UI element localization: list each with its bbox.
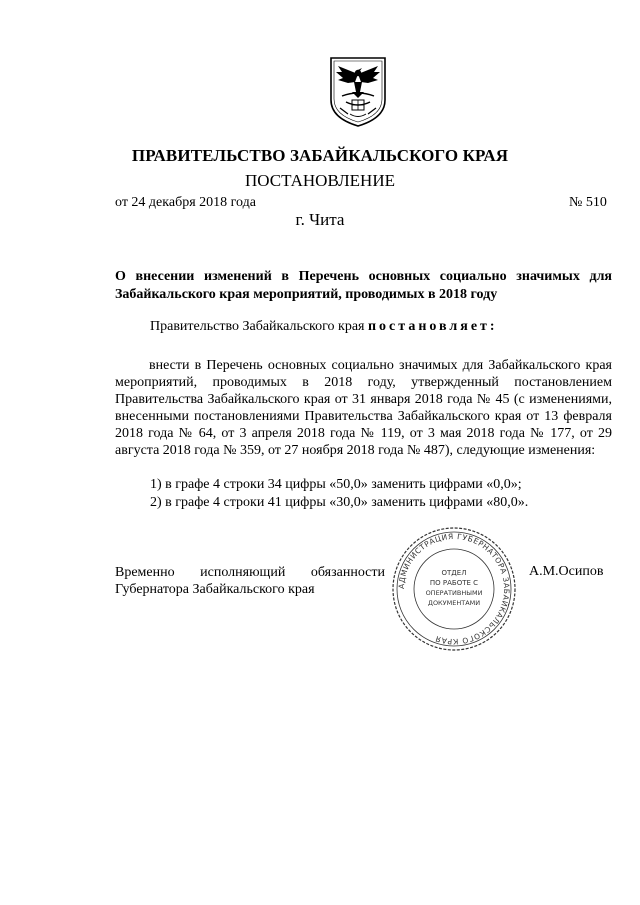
preamble-resolves: постановляет: [367,319,498,334]
coat-of-arms-emblem [328,56,388,128]
document-number: № 510 [569,195,607,210]
document-date: от 24 декабря 2018 года [115,195,256,210]
change-item-2: 2) в графе 4 строки 41 цифры «30,0» заменить цифрами «80,0». [150,495,529,510]
document-city: г. Чита [295,210,345,229]
signatory-title-line1: Временно исполняющий обязанности [115,565,385,580]
seal-line-1: ОТДЕЛ [441,569,467,577]
body-paragraph: внести в Перечень основных социально значимых для Забайкальского края мероприятий, проводимых в 2018 году, утвержденный постановлением Правительства Забайкальского края от 31 января 2018 года № 45 (с изменениями, внесенными постановлениями Правительства Забайкальского края от 13 февраля 2018 года № 64, от 3 апреля 2018 года № 119, от 3 мая 2018 года № 177, от 29 августа 2018 года № 359, от 27 ноября 2018 года № 487), следующие изменения: [115,358,612,458]
seal-line-2: ПО РАБОТЕ С [429,579,479,587]
official-seal [390,525,518,653]
signatory-title-line2: Губернатора Забайкальского края [115,582,315,597]
seal-outer-text: АДМИНИСТРАЦИЯ ГУБЕРНАТОРА ЗАБАЙКАЛЬСКОГО КРАЯ [396,531,512,647]
seal-line-3: ОПЕРАТИВНЫМИ [425,589,483,597]
signatory-name: А.М.Осипов [529,564,604,579]
preamble-text: Правительство Забайкальского края [150,319,368,334]
seal-line-4: ДОКУМЕНТАМИ [427,599,481,607]
document-subject: О внесении изменений в Перечень основных социально значимых для Забайкальского края мероприятий, проводимых в 2018 году [115,269,612,302]
document-type: ПОСТАНОВЛЕНИЕ [244,171,395,190]
signatory-title [115,564,385,598]
government-title: ПРАВИТЕЛЬСТВО ЗАБАЙКАЛЬСКОГО КРАЯ [131,146,509,165]
preamble [150,319,498,335]
change-item-1: 1) в графе 4 строки 34 цифры «50,0» заменить цифрами «0,0»; [150,477,522,492]
